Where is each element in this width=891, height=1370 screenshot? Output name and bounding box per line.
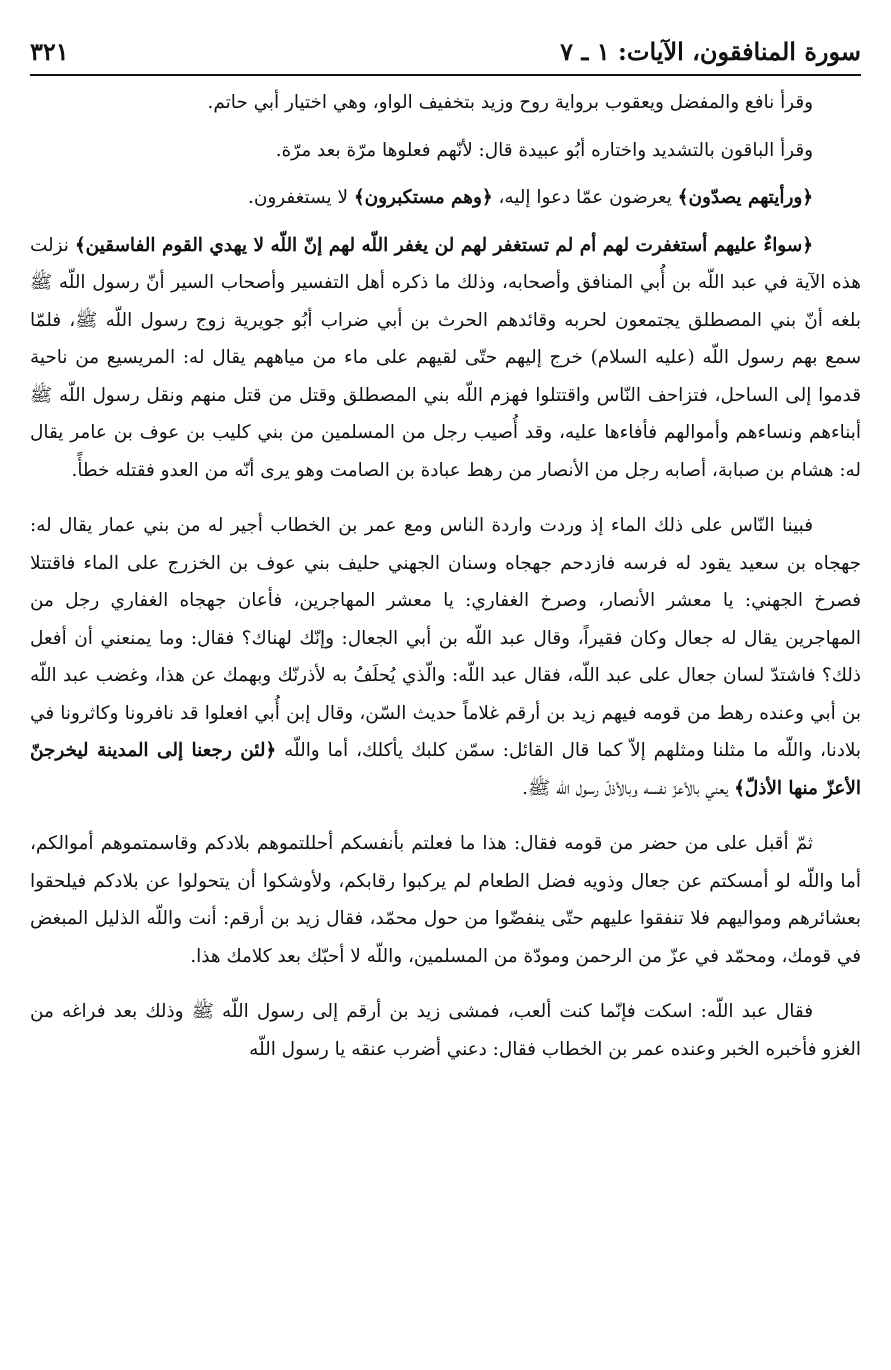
text-segment: يعرضون عمّا دعوا إليه، xyxy=(492,187,678,208)
quran-verse: ﴿لئن رجعنا إلى المدينة ليخرجنّ الأعزّ منها الأذلّ﴾ xyxy=(30,740,861,799)
quran-verse: ﴿وهم مستكبرون﴾ xyxy=(353,187,493,208)
paragraph-6 xyxy=(30,825,861,975)
text-segment: فقال عبد اللّه: اسكت فإنّما كنت ألعب، فمشى زيد بن أرقم إلى رسول اللّه ﷺ وذلك بعد فراغه من الغزو فأخبره الخبر وعنده عمر بن الخطاب فقال: دعني أضرب عنقه يا رسول اللّه xyxy=(30,1001,861,1060)
text-segment: فبينا النّاس على ذلك الماء إذ وردت واردة الناس ومع عمر بن الخطاب أجير له من بني عمار يقال له: جهجاه بن سعيد يقود له فرسه فازدحم جهجاه وسنان الجهني حليف بني عوف بن الخزرج على الماء فاقتتلا فصرخ الجهني: يا معشر الأنصار، وصرخ الغفاري: يا معشر المهاجرين، فأعان جهجاه الغفاري رجل من المهاجرين يقال له جعال وكان فقيراً، وقال عبد اللّه بن أبي الجعال: وإنّك لهناك؟ فقال: وما يمنعني أن أفعل ذلك؟ فاشتدّ لسان جعال على عبد اللّه، فقال عبد اللّه: والّذي يُحلَفُ به لأذرنّك وبهمك عن هذا، وغضب عبد اللّه بن أبي وعنده رهط من قومه فيهم زيد بن أرقم غلاماً حديث السّن، وقال إبن أُبي افعلوا قد نافرونا وكاثرونا في بلادنا، واللّه ما مثلنا ومثلهم إلاّ كما قال القائل: سمّن كلبك يأكلك، أما واللّه xyxy=(30,515,861,761)
quran-verse: ﴿ورأيتهم يصدّون﴾ xyxy=(677,187,813,208)
paragraph-2 xyxy=(30,132,861,170)
text-segment: وقرأ الباقون بالتشديد واختاره أبُو عبيدة قال: لأنّهم فعلوها مرّة بعد مرّة. xyxy=(275,139,813,161)
paragraph-4 xyxy=(30,227,861,490)
text-segment: نزلت هذه الآية في عبد اللّه بن أُبي المنافق وأصحابه، وذلك ما ذكره أهل التفسير وأصحاب السير أنّ رسول اللّه ﷺ بلغه أنّ بني المصطلق يجتمعون لحربه وقائدهم الحرث بن أبي ضراب أبُو جويرية زوج رسول اللّه ﷺ، فلمّا سمع بهم رسول اللّه (عليه السلام) خرج إليهم حتّى لقيهم على ماء من مياههم يقال له: المريسيع من ناحية قدموا إلى الساحل، فتزاحف النّاس واقتتلوا فهزم اللّه بني المصطلق وقتل من قتل منهم ونقل رسول اللّه ﷺ أبناءهم ونساءهم وأموالهم فأفاءها عليه، وقد أُصيب رجل من المسلمين من بني كليب بن عوف بن عامر يقال له: هشام بن صبابة، أصابه رجل من الأنصار من رهط عبادة بن الصامت وهو يرى أنّه من العدو فقتله خطأً. xyxy=(30,234,861,481)
paragraph-7 xyxy=(30,993,861,1068)
text-segment: ثمّ أقبل على من حضر من قومه فقال: هذا ما فعلتم بأنفسكم أحللتموهم بلادكم وقاسمتموهم أموالكم، أما واللّه لو أمسكتم عن جعال وذويه فضل الطعام لم يركبوا رقابكم، ولأوشكوا أن يتحولوا عن بلادكم فيلحقوا بعشائرهم ومواليهم فلا تنفقوا عليهم حتّى ينفضّوا من حول محمّد، فقال زيد بن أرقم: أنت واللّه الذليل المبغض في قومك، ومحمّد في عزّ من الرحمن ومودّة من المسلمين، واللّه لا أحبّك بعد كلامك هذا. xyxy=(30,833,861,967)
page-header xyxy=(30,28,861,76)
paragraph-5 xyxy=(30,507,861,807)
paragraph-3 xyxy=(30,179,861,217)
paragraph-1 xyxy=(30,84,861,122)
page-number: ٣٢١ xyxy=(30,36,69,66)
text-segment: وقرأ نافع والمفضل ويعقوب برواية روح وزيد بتخفيف الواو، وهي اختيار أبي حاتم. xyxy=(207,92,813,113)
text-segment: يعني بالأعزّ نفسه وبالأذلّ رسول اللّه ﷺ. xyxy=(522,777,735,799)
page-body xyxy=(30,84,861,1068)
quran-verse: ﴿سواءٌ عليهم أستغفرت لهم أم لم تستغفر لهم لن يغفر اللّه لهم إنّ اللّه لا يهدي القوم الفاسقين﴾ xyxy=(74,234,813,256)
surah-title: سورة المنافقون، الآيات: ١ ـ ٧ xyxy=(560,36,861,66)
text-segment: لا يستغفرون. xyxy=(248,187,354,208)
